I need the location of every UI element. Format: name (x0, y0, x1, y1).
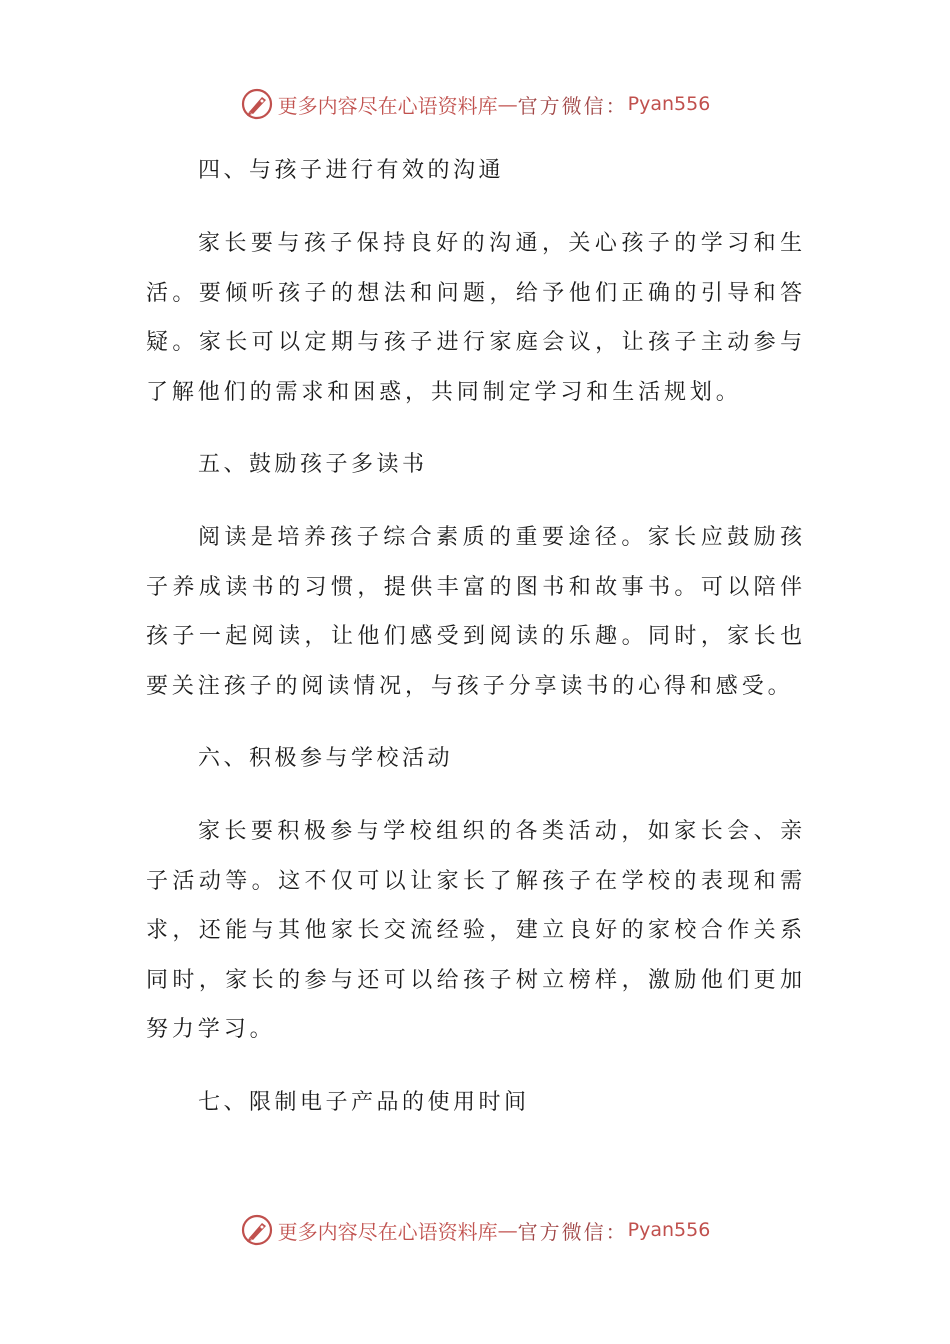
watermark-handle: Pyan556 (627, 93, 711, 115)
section-heading: 四、与孩子进行有效的沟通 (198, 158, 505, 183)
watermark-brand: 更多内容尽在心语资料库 (277, 1219, 498, 1244)
section-heading: 七、限制电子产品的使用时间 (198, 1089, 530, 1115)
watermark-dash: — (497, 1218, 518, 1242)
footer-watermark (0, 1210, 950, 1250)
pen-nib-icon (240, 1213, 274, 1247)
section-heading: 五、鼓励孩子多读书 (198, 452, 428, 477)
section-paragraph: 家长要积极参与学校组织的各类活动，如家长会、亲子活动等。这不仅可以让家长了解孩子在学校的表现和需求，还能与其他家长交流经验，建立良好的家校合作关系同时，家长的参与还可以给孩子树立榜样，激励他们更加努力学习。 (146, 819, 806, 1042)
header-watermark (0, 84, 950, 124)
section-heading: 六、积极参与学校活动 (198, 746, 454, 771)
document-body (146, 146, 806, 1128)
watermark-official: 官方微信： (517, 1219, 628, 1244)
watermark-handle: Pyan556 (627, 1219, 711, 1241)
section-paragraph: 家长要与孩子保持良好的沟通，关心孩子的学习和生活。要倾听孩子的想法和问题，给予他们正确的引导和答疑。家长可以定期与孩子进行家庭会议，让孩子主动参与了解他们的需求和困惑，共同制定学习和生活规划。 (146, 231, 806, 405)
pen-nib-icon (240, 87, 274, 121)
watermark-official: 官方微信： (517, 93, 628, 118)
section-paragraph: 阅读是培养孩子综合素质的重要途径。家长应鼓励孩子养成读书的习惯，提供丰富的图书和故事书。可以陪伴孩子一起阅读，让他们感受到阅读的乐趣。同时，家长也要关注孩子的阅读情况，与孩子分享读书的心得和感受。 (146, 525, 806, 699)
watermark-brand: 更多内容尽在心语资料库 (277, 93, 498, 118)
watermark-dash: — (497, 92, 518, 116)
